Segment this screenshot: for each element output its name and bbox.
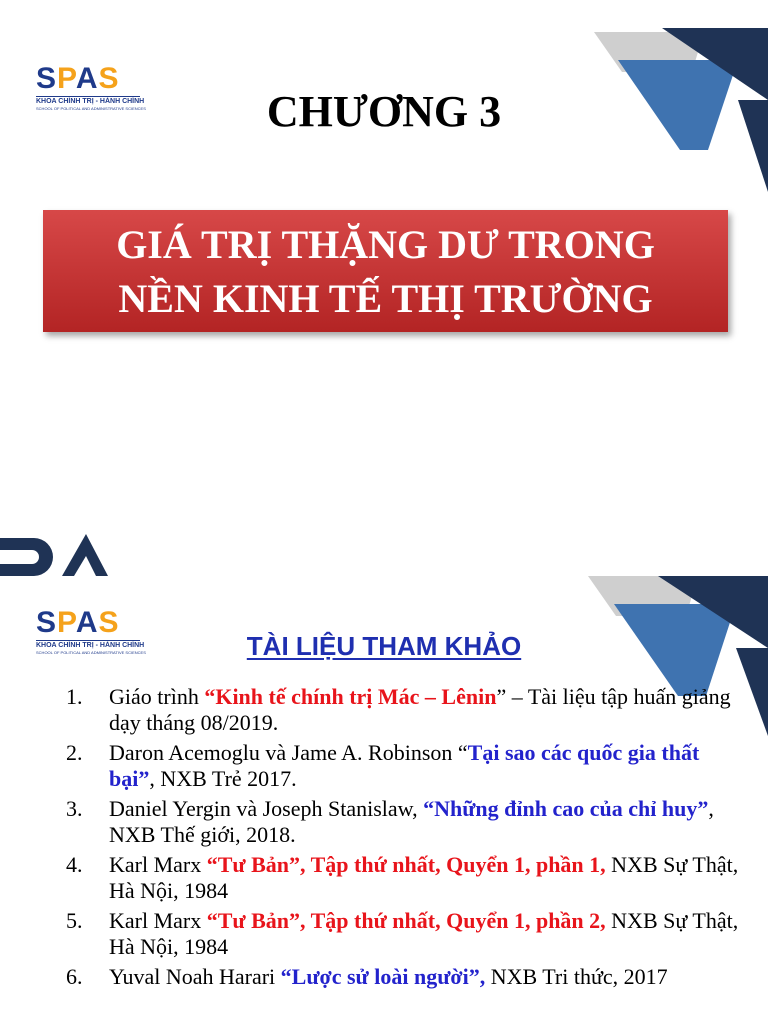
references-heading: TÀI LIỆU THAM KHẢO (246, 631, 522, 661)
logo-mark: SPAS (36, 62, 120, 95)
reference-item: 3. Daniel Yergin và Joseph Stanislaw, “Những đỉnh cao của chỉ huy”, NXB Thế giới, 2018. (66, 796, 714, 847)
reference-item: 1. Giáo trình “Kinh tế chính trị Mác – Lênin” – Tài liệu tập huấn giảng dạy tháng 08/2019. (66, 684, 731, 735)
title-banner (43, 210, 728, 332)
logo-faculty-text: KHOA CHÍNH TRỊ - HÀNH CHÍNH (36, 642, 145, 649)
reference-item: 2. Daron Acemoglu và Jame A. Robinson “Tại sao các quốc gia thất bại”, NXB Trẻ 2017. (66, 740, 700, 791)
title-line-1: GIÁ TRỊ THẶNG DƯ TRONG (116, 222, 655, 267)
chapter-heading: CHƯƠNG 3 (266, 87, 502, 136)
logo-school-text: SCHOOL OF POLITICAL AND ADMINISTRATIVE SCIENCES (36, 106, 146, 111)
title-line-2: NỀN KINH TẾ THỊ TRƯỜNG (118, 276, 653, 321)
slide-references (0, 576, 768, 1024)
references-list (0, 684, 768, 994)
logo-school-text: SCHOOL OF POLITICAL AND ADMINISTRATIVE SCIENCES (36, 650, 146, 655)
bottom-left-logo-fragment (0, 530, 112, 576)
logo-mark: SPAS (36, 606, 120, 639)
reference-item: 4. Karl Marx “Tư Bản”, Tập thứ nhất, Quyển 1, phần 1, NXB Sự Thật, Hà Nội, 1984 (66, 852, 739, 903)
reference-item: 5. Karl Marx “Tư Bản”, Tập thứ nhất, Quyển 1, phần 2, NXB Sự Thật, Hà Nội, 1984 (66, 908, 739, 959)
logo-faculty-text: KHOA CHÍNH TRỊ - HÀNH CHÍNH (36, 98, 145, 105)
reference-item: 6. Yuval Noah Harari “Lược sử loài người”, NXB Tri thức, 2017 (66, 964, 668, 989)
